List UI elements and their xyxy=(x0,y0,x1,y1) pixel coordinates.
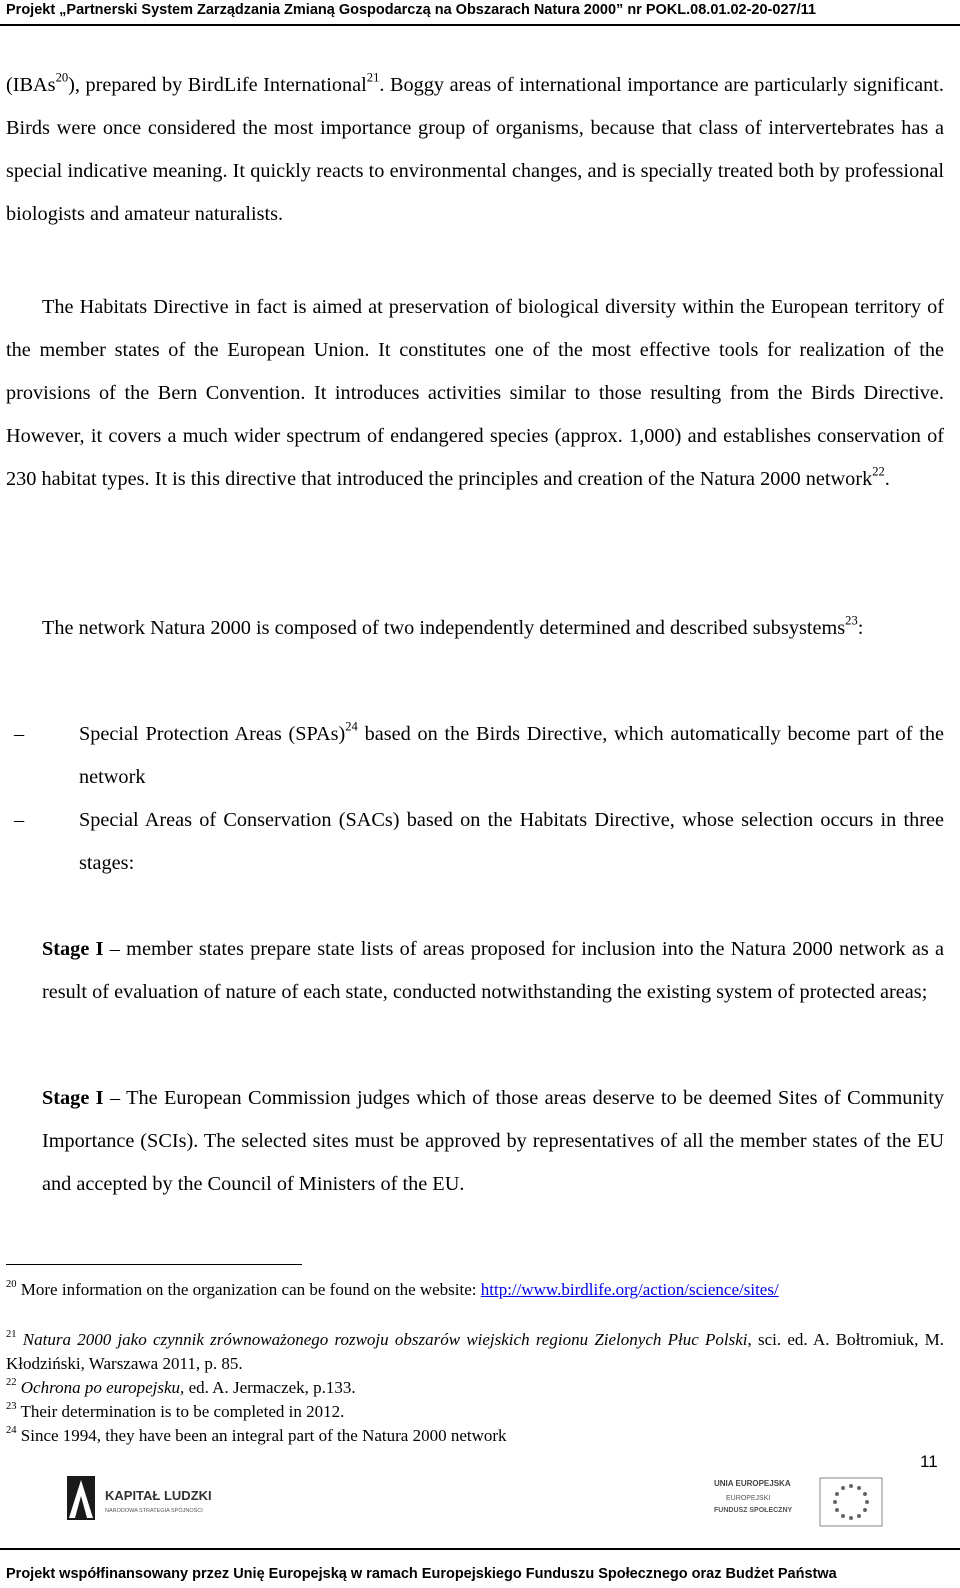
logo-eu-line1: UNIA EUROPEJSKA xyxy=(714,1479,791,1488)
page-footer: Projekt współfinansowany przez Unię Europejską w ramach Europejskiego Funduszu Społecznego oraz Budżet Państwa xyxy=(6,1566,837,1582)
footnote-title: Natura 2000 jako czynnik zrównoważonego rozwoju obszarów wiejskich regionu Zielonych Płuc Polski xyxy=(16,1330,748,1349)
footnote-text: More information on the organization can be found on the website: xyxy=(16,1280,481,1299)
stage-text: – The European Commission judges which of those areas deserve to be deemed Sites of Community Importance (SCIs). The selected sites must be approved by representatives of all the member states of the EU and accepted by the Council of Ministers of the EU. xyxy=(42,1087,944,1195)
logo-kl-subtitle: NARODOWA STRATEGIA SPÓJNOŚCI xyxy=(105,1508,203,1514)
footnote-number: 22 xyxy=(6,1377,17,1389)
footnote-ref-20[interactable]: 20 xyxy=(55,70,69,85)
kapital-ludzki-emblem-icon xyxy=(67,1476,95,1520)
footnote-23 xyxy=(6,1400,944,1424)
footnote-number: 23 xyxy=(6,1401,17,1413)
footnote-ref-23[interactable]: 23 xyxy=(845,613,858,628)
kapital-ludzki-logo xyxy=(65,1470,245,1526)
logo-kl-name: KAPITAŁ LUDZKI xyxy=(105,1488,212,1503)
eu-esf-logo xyxy=(712,1472,884,1532)
paragraph-text: : xyxy=(857,617,864,639)
paragraph-text: . Boggy areas of international importance are particularly significant. Birds were once considered the most importance group of organisms, because that class of intervertebrates has a special indicative meaning. It quickly reacts to environmental changes, and is specially treated both by professional biologists and amateur naturalists. xyxy=(6,74,944,225)
paragraph-birds xyxy=(6,64,944,236)
footnote-text: Since 1994, they have been an integral part of the Natura 2000 network xyxy=(16,1426,507,1445)
paragraph-habitats-directive xyxy=(6,286,944,501)
footnote-ref-22[interactable]: 22 xyxy=(872,464,885,479)
footnote-number: 20 xyxy=(6,1279,17,1291)
paragraph-network xyxy=(6,607,944,650)
footnote-22 xyxy=(6,1376,944,1400)
footnote-number: 24 xyxy=(6,1425,17,1437)
stage-label: Stage I xyxy=(42,1087,104,1109)
paragraph-text: . xyxy=(884,468,890,490)
footer-divider xyxy=(0,1548,960,1550)
birdlife-link[interactable]: http://www.birdlife.org/action/science/sites/ xyxy=(480,1280,779,1299)
footnote-title: Ochrona po europejsku, xyxy=(16,1378,185,1397)
list-dash: – xyxy=(14,809,25,831)
stage-item xyxy=(42,928,944,1014)
paragraph-text: (IBAs xyxy=(6,74,56,96)
paragraph-text: The network Natura 2000 is composed of two independently determined and described subsystems xyxy=(42,617,846,639)
stage-item xyxy=(42,1077,944,1206)
footnote-ref-24[interactable]: 24 xyxy=(345,719,358,734)
footnote-text: ed. A. Jermaczek, p.133. xyxy=(184,1378,356,1397)
footnote-24 xyxy=(6,1424,944,1448)
page-number: 11 xyxy=(920,1452,938,1471)
list-dash: – xyxy=(14,723,25,745)
list-item-spa xyxy=(79,713,944,799)
stage-text: – member states prepare state lists of areas proposed for inclusion into the Natura 2000 network as a result of evaluation of nature of each state, conducted notwithstanding the existing system of protected areas; xyxy=(42,938,944,1003)
list-item-text: based on the Birds Directive, which automatically become part of the network xyxy=(79,723,944,788)
page-header: Projekt „Partnerski System Zarządzania Zmianą Gospodarczą na Obszarach Natura 2000” nr POKL.08.01.02-20-027/11 xyxy=(6,2,816,18)
footnote-21 xyxy=(6,1328,944,1376)
stage-label: Stage I xyxy=(42,938,104,960)
paragraph-text: The Habitats Directive in fact is aimed at preservation of biological diversity within the European territory of the member states of the European Union. It constitutes one of the most effective tools for realization of the provisions of the Bern Convention. It introduces activities similar to those resulting from the Birds Directive. However, it covers a much wider spectrum of endangered species (approx. 1,000) and establishes conservation of 230 habitat types. It is this directive that introduced the principles and creation of the Natura 2000 network xyxy=(6,296,944,490)
header-divider xyxy=(0,24,960,26)
paragraph-text: ), prepared by BirdLife International xyxy=(68,74,367,96)
footnote-20 xyxy=(6,1278,944,1302)
eu-flag-icon xyxy=(820,1478,882,1526)
footnote-ref-21[interactable]: 21 xyxy=(366,70,380,85)
footnote-divider xyxy=(6,1264,302,1265)
logo-eu-line3: FUNDUSZ SPOŁECZNY xyxy=(714,1507,793,1514)
list-item-sac: Special Areas of Conservation (SACs) based on the Habitats Directive, whose selection occurs in three stages: xyxy=(79,809,944,874)
logo-eu-line2: EUROPEJSKI xyxy=(726,1495,771,1502)
footnote-text: , sci. ed. A. Bołtromiuk, M. Kłodziński, Warszawa 2011, p. 85. xyxy=(6,1330,944,1373)
list-item-text: Special Protection Areas (SPAs) xyxy=(79,723,346,745)
footnote-text: Their determination is to be completed in 2012. xyxy=(16,1402,345,1421)
footnote-number: 21 xyxy=(6,1329,17,1341)
